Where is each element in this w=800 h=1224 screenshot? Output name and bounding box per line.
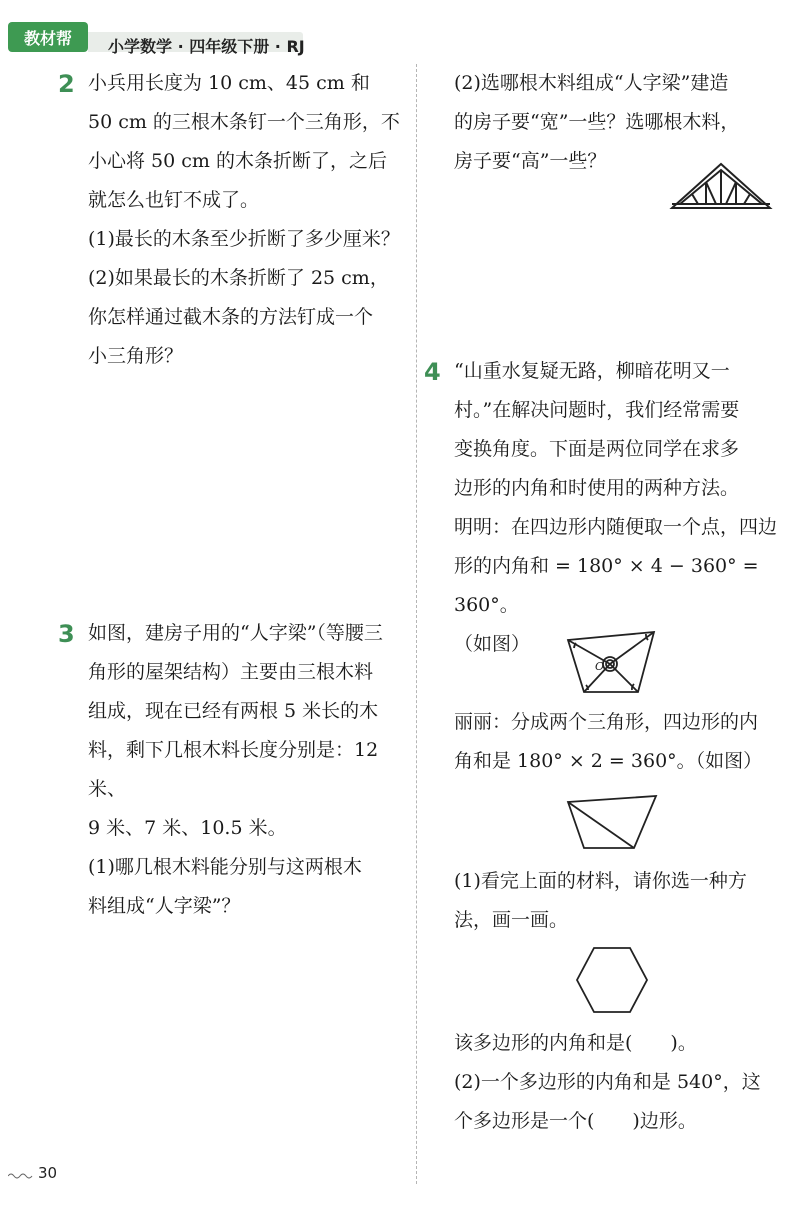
q4-lili-line: 角和是 180° × 2 = 360°。（如图） <box>454 750 763 772</box>
q2-sub1: (1)最长的木条至少折断了多少厘米？ <box>88 228 400 250</box>
question-2 <box>88 64 408 376</box>
column-divider <box>416 64 417 1184</box>
question-4-intro <box>454 352 784 664</box>
q3-sub1-line: (1)哪几根木料能分别与这两根木 <box>88 856 362 878</box>
question-number-3: 3 <box>58 620 75 648</box>
q4-sub1-line: 法，画一画。 <box>454 909 569 931</box>
q3-line: 角形的屋架结构）主要由三根木料 <box>88 661 374 683</box>
q2-line: 小心将 50 cm 的木条折断了，之后 <box>88 150 387 172</box>
question-number-4: 4 <box>424 358 441 386</box>
roof-truss-figure <box>668 158 774 214</box>
q4-mingming-line: 形的内角和 = 180° × 4 − 360° = 360°。 <box>454 555 759 616</box>
q4-sub1-line: (1)看完上面的材料，请你选一种方 <box>454 870 747 892</box>
question-4-lili <box>454 703 784 781</box>
q2-sub2-line: 小三角形？ <box>88 345 184 367</box>
q2-line: 50 cm 的三根木条钉一个三角形，不 <box>88 111 400 133</box>
q3-line: 9 米、7 米、10.5 米。 <box>88 817 287 839</box>
book-title: 小学数学 · 四年级下册 · RJ <box>108 37 305 56</box>
q3-line: 料，剩下几根木料长度分别是：12 米、 <box>88 739 379 800</box>
q4-line: 变换角度。下面是两位同学在求多 <box>454 438 740 460</box>
q3-sub2-line: 房子要“高”一些？ <box>454 150 607 172</box>
q2-sub2-line: (2)如果最长的木条折断了 25 cm， <box>88 267 389 289</box>
q2-sub2-line: 你怎样通过截木条的方法钉成一个 <box>88 306 374 328</box>
q3-line: 如图，建房子用的“人字梁”（等腰三 <box>88 622 383 644</box>
q4-lili-line: 丽丽：分成两个三角形，四边形的内 <box>454 711 759 733</box>
q3-sub1-line: 料组成“人字梁”？ <box>88 895 241 917</box>
question-4-sub1 <box>454 862 784 940</box>
q3-sub2-line: 的房子要“宽”一些？选哪根木料， <box>454 111 740 133</box>
quadrilateral-diagonal-figure <box>562 794 662 854</box>
q4-sub2-line: (2)一个多边形的内角和是 540°，这 <box>454 1071 761 1093</box>
page-number: 30 <box>38 1164 58 1182</box>
q4-mingming-line: （如图） <box>454 633 531 655</box>
page-header <box>0 22 800 66</box>
q4-line: 村。”在解决问题时，我们经常需要 <box>454 399 740 421</box>
q4-mingming-line: 明明：在四边形内随便取一个点，四边 <box>454 516 778 538</box>
q4-sub2-line: 个多边形是一个( )边形。 <box>454 1110 697 1132</box>
question-4-answers <box>454 1024 784 1141</box>
question-number-2: 2 <box>58 70 75 98</box>
q4-answer1: 该多边形的内角和是( )。 <box>454 1032 697 1054</box>
q2-line: 小兵用长度为 10 cm、45 cm 和 <box>88 72 370 94</box>
hexagon-figure <box>574 944 650 1016</box>
page-decoration <box>8 1172 36 1180</box>
q3-line: 组成，现在已经有两根 5 米长的木 <box>88 700 379 722</box>
q2-line: 就怎么也钉不成了。 <box>88 189 260 211</box>
q4-line: 边形的内角和时使用的两种方法。 <box>454 477 740 499</box>
point-o-label: O <box>595 660 605 673</box>
question-3 <box>88 614 408 926</box>
quadrilateral-point-figure <box>562 628 662 698</box>
q3-sub2-line: (2)选哪根木料组成“人字梁”建造 <box>454 72 729 94</box>
brand-tab: 教材帮 <box>8 22 88 52</box>
q4-line: “山重水复疑无路，柳暗花明又一 <box>454 360 730 382</box>
